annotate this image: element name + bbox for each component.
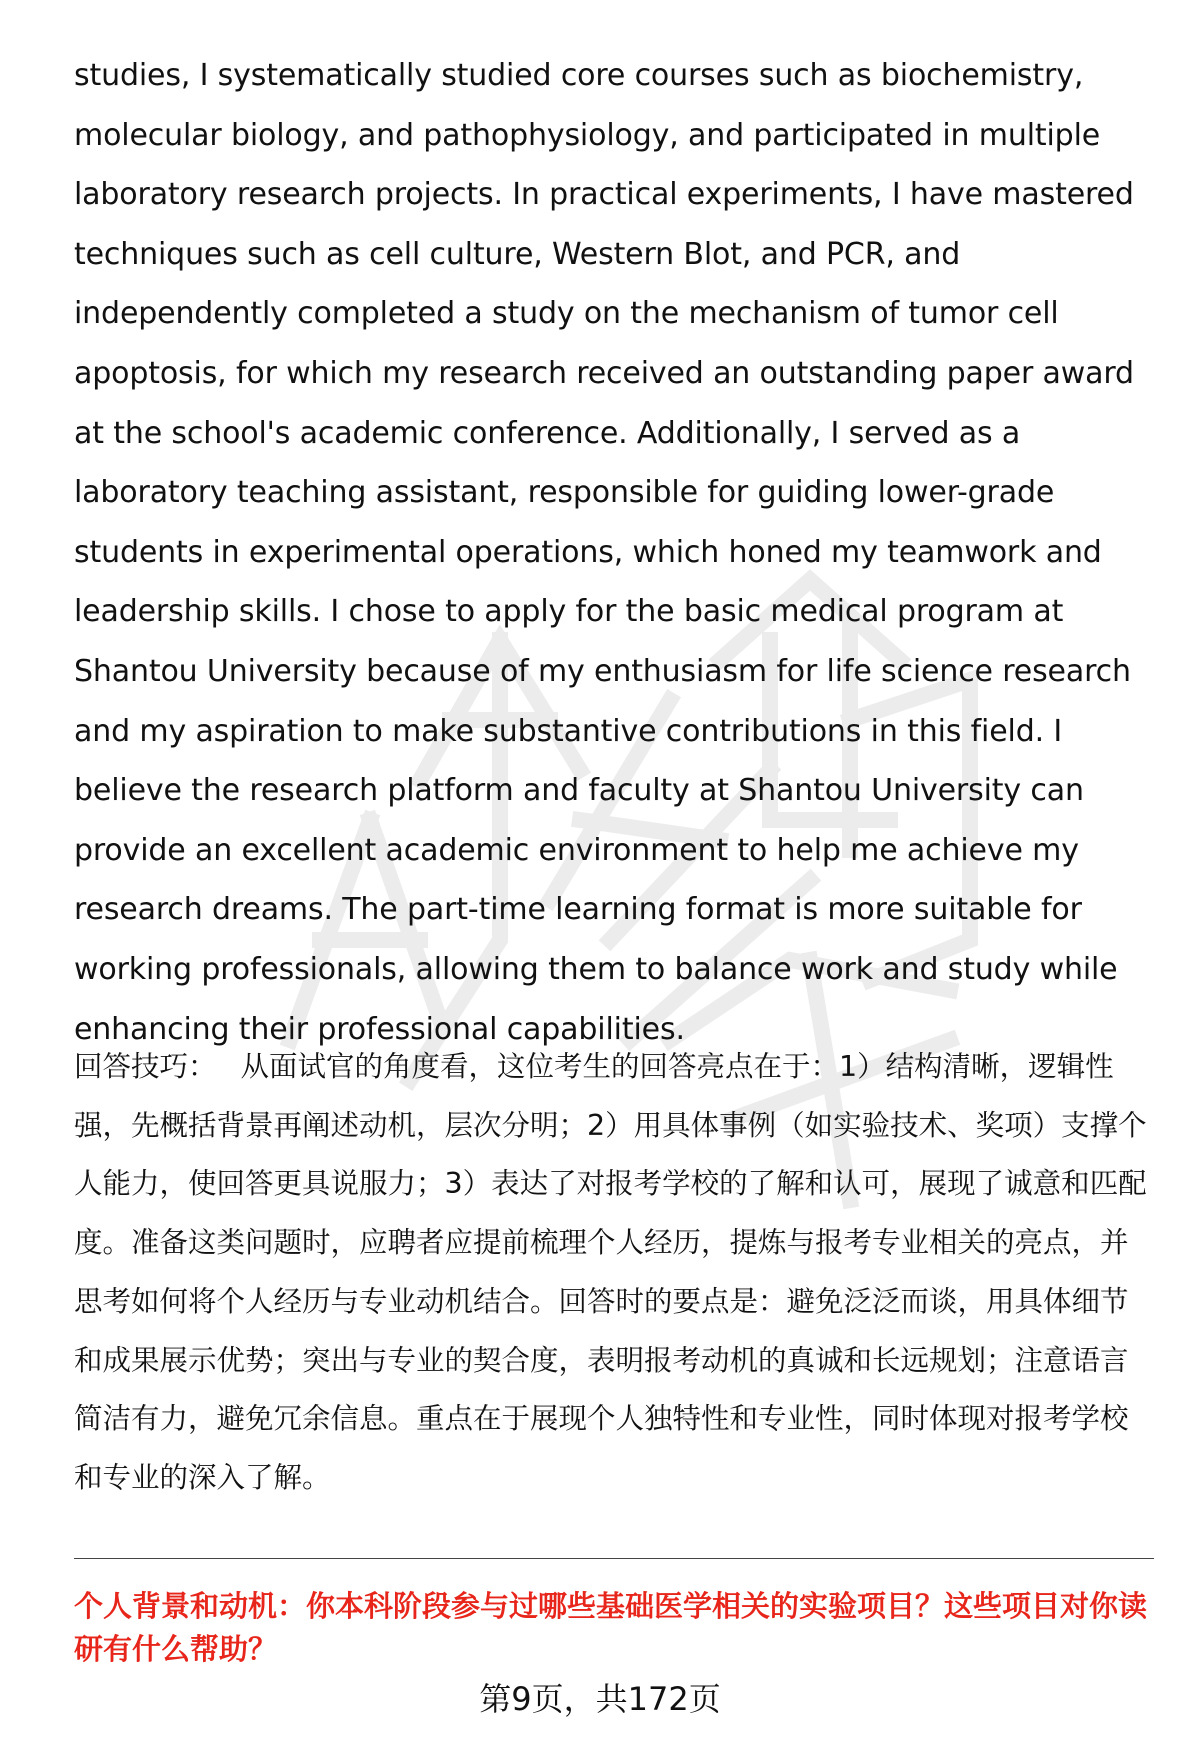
tips-label: 回答技巧：: [74, 1050, 217, 1083]
section-divider: [74, 1558, 1154, 1559]
tips-body: 从面试官的角度看，这位考生的回答亮点在于：1）结构清晰，逻辑性强，先概括背景再阐述动机，层次分明；2）用具体事例（如实验技术、奖项）支撑个人能力，使回答更具说服力；3）表达了对报考学校的了解和认可，展现了诚意和匹配度。准备这类问题时，应聘者应提前梳理个人经历，提炼与报考专业相关的亮点，并思考如何将个人经历与专业动机结合。回答时的要点是：避免泛泛而谈，用具体细节和成果展示优势；突出与专业的契合度，表明报考动机的真诚和长远规划；注意语言简洁有力，避免冗余信息。重点在于展现个人独特性和专业性，同时体现对报考学校和专业的深入了解。: [74, 1050, 1147, 1494]
tips-paragraph: [74, 1038, 1149, 1508]
question-heading: 个人背景和动机：你本科阶段参与过哪些基础医学相关的实验项目？这些项目对你读研有什么帮助？: [74, 1589, 1148, 1666]
page-footer: 第9页，共172页: [479, 1680, 721, 1718]
answer-paragraph: studies, I systematically studied core courses such as biochemistry, molecular biology, and pathophysiology, and participated in multiple laboratory research projects. In practical experiments, I have mastered techniques such as cell culture, Western Blot, and PCR, and independently completed a study on the mechanism of tumor cell apoptosis, for which my research received an outstanding paper award at the school's academic conference. Additionally, I served as a laboratory teaching assistant, responsible for guiding lower-grade students in experimental operations, which honed my teamwork and leadership skills. I chose to apply for the basic medical program at Shantou University because of my enthusiasm for life science research and my aspiration to make substantive contributions in this field. I believe the research platform and faculty at Shantou University can provide an excellent academic environment to help me achieve my research dreams. The part-time learning format is more suitable for working professionals, allowing them to balance work and study while enhancing their professional capabilities.: [74, 58, 1134, 1047]
